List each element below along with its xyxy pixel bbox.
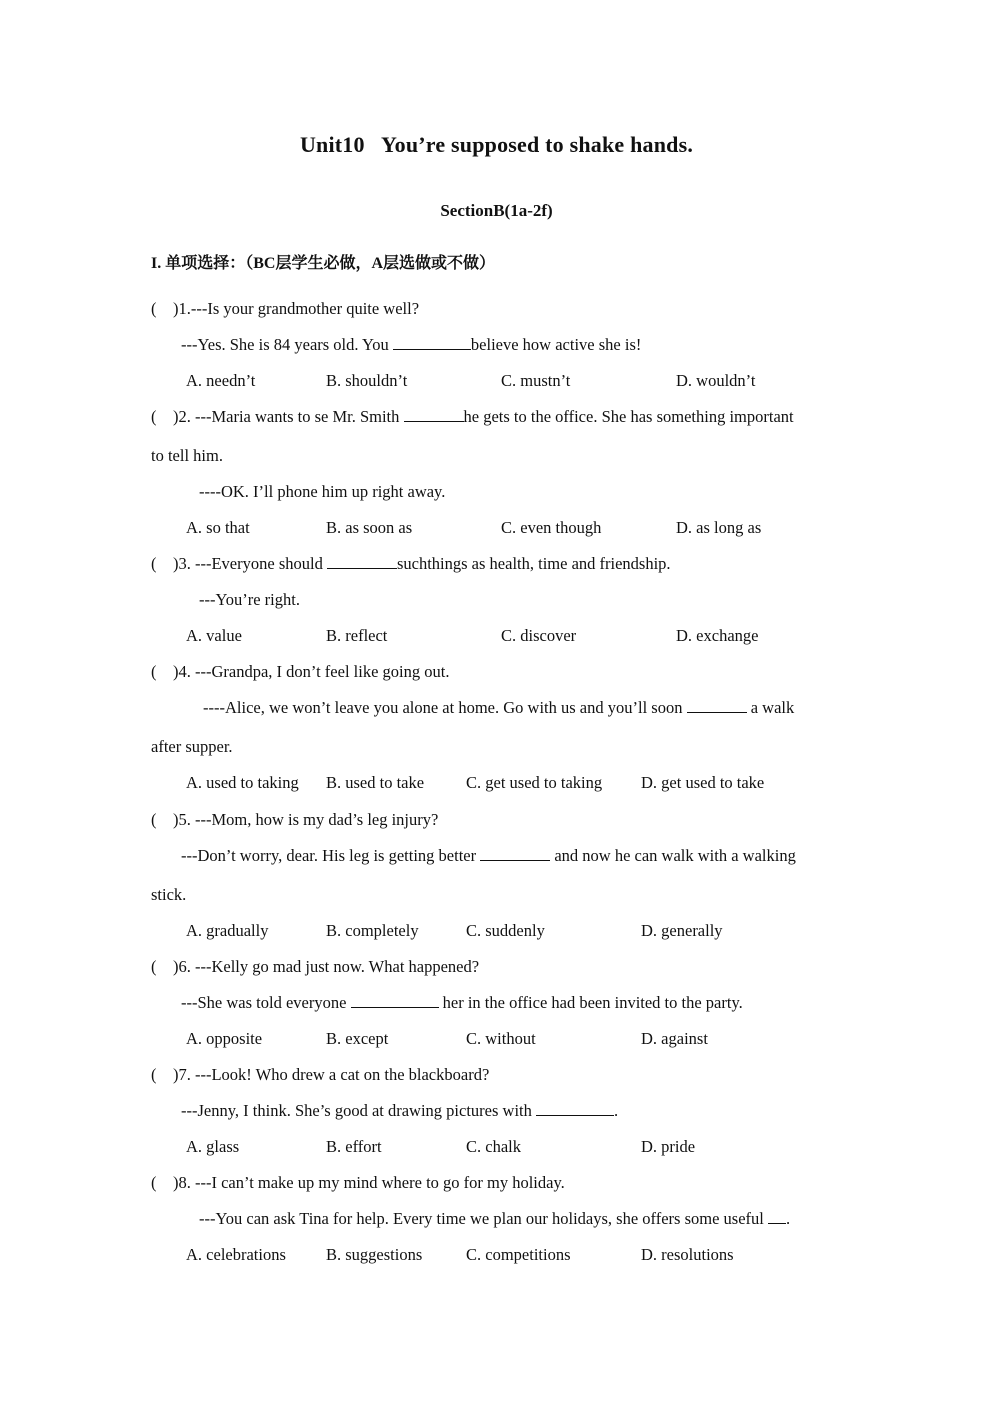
option-a: A. so that (186, 518, 250, 537)
option-d: D. exchange (676, 626, 759, 645)
question-5-continuation: stick. (151, 885, 187, 904)
question-6-stem: ( )6. ---Kelly go mad just now. What happened? (151, 957, 480, 976)
answer-blank (536, 1101, 614, 1116)
option-a: A. glass (186, 1137, 240, 1156)
answer-blank (687, 698, 747, 713)
option-d: D. generally (641, 921, 723, 940)
option-b: B. reflect (326, 626, 388, 645)
option-a: A. needn’t (186, 371, 256, 390)
section-title: SectionB(1a-2f) (440, 201, 553, 220)
question-3-reply: ---You’re right. (199, 590, 300, 609)
option-b: B. completely (326, 921, 419, 940)
answer-paren[interactable]: ( (151, 407, 157, 426)
question-1-reply: ---Yes. She is 84 years old. You believe how active she is! (181, 335, 642, 354)
answer-paren[interactable]: ( (151, 957, 157, 976)
answer-paren[interactable]: ( (151, 1065, 157, 1084)
answer-blank (327, 554, 397, 569)
answer-blank (480, 846, 550, 861)
question-6-reply: ---She was told everyone her in the office had been invited to the party. (181, 993, 743, 1012)
answer-blank (768, 1209, 786, 1224)
option-a: A. opposite (186, 1029, 263, 1048)
option-c: C. discover (501, 626, 577, 645)
page-title: Unit10 You’re supposed to shake hands. (299, 132, 694, 157)
option-d: D. pride (641, 1137, 696, 1156)
option-b: B. suggestions (326, 1245, 423, 1264)
option-c: C. suddenly (466, 921, 545, 940)
answer-blank (393, 335, 471, 350)
question-8-stem: ( )8. ---I can’t make up my mind where to go for my holiday. (151, 1173, 565, 1192)
option-c: C. without (466, 1029, 536, 1048)
option-b: B. effort (326, 1137, 382, 1156)
option-c: C. even though (501, 518, 602, 537)
option-b: B. used to take (326, 773, 425, 792)
question-7-reply: ---Jenny, I think. She’s good at drawing pictures with . (181, 1101, 619, 1120)
option-d: D. get used to take (641, 773, 765, 792)
option-d: D. wouldn’t (676, 371, 756, 390)
question-2-continuation: to tell him. (151, 446, 223, 465)
option-b: B. shouldn’t (326, 371, 408, 390)
option-c: C. mustn’t (501, 371, 571, 390)
option-c: C. chalk (466, 1137, 521, 1156)
question-5-stem: ( )5. ---Mom, how is my dad’s leg injury? (151, 810, 439, 829)
answer-paren[interactable]: ( (151, 662, 157, 681)
question-4-continuation: after supper. (151, 737, 233, 756)
option-a: A. value (186, 626, 242, 645)
answer-blank (351, 993, 439, 1008)
question-1-stem: ( )1.---Is your grandmother quite well? (151, 299, 420, 318)
question-8-reply: ---You can ask Tina for help. Every time we plan our holidays, she offers some useful . (199, 1209, 791, 1228)
answer-paren[interactable]: ( (151, 1173, 157, 1192)
part-heading: I. 单项选择：（BC层学生必做，A层选做或不做） (151, 255, 496, 272)
answer-paren[interactable]: ( (151, 299, 157, 318)
answer-paren[interactable]: ( (151, 554, 157, 573)
question-2-stem: ( )2. ---Maria wants to se Mr. Smith he gets to the office. She has something important (151, 407, 794, 426)
question-4-reply: ----Alice, we won’t leave you alone at home. Go with us and you’ll soon a walk (203, 698, 795, 717)
option-d: D. as long as (676, 518, 762, 537)
option-c: C. get used to taking (466, 773, 603, 792)
option-b: B. except (326, 1029, 389, 1048)
question-7-stem: ( )7. ---Look! Who drew a cat on the blackboard? (151, 1065, 490, 1084)
option-a: A. gradually (186, 921, 269, 940)
answer-paren[interactable]: ( (151, 810, 157, 829)
option-c: C. competitions (466, 1245, 571, 1264)
answer-blank (404, 407, 464, 422)
option-b: B. as soon as (326, 518, 413, 537)
question-3-stem: ( )3. ---Everyone should suchthings as health, time and friendship. (151, 554, 671, 573)
question-4-stem: ( )4. ---Grandpa, I don’t feel like going out. (151, 662, 450, 681)
option-a: A. celebrations (186, 1245, 286, 1264)
question-2-reply: ----OK. I’ll phone him up right away. (199, 482, 446, 501)
option-d: D. against (641, 1029, 708, 1048)
question-5-reply: ---Don’t worry, dear. His leg is getting better and now he can walk with a walking (181, 846, 796, 865)
option-a: A. used to taking (186, 773, 299, 792)
option-d: D. resolutions (641, 1245, 734, 1264)
